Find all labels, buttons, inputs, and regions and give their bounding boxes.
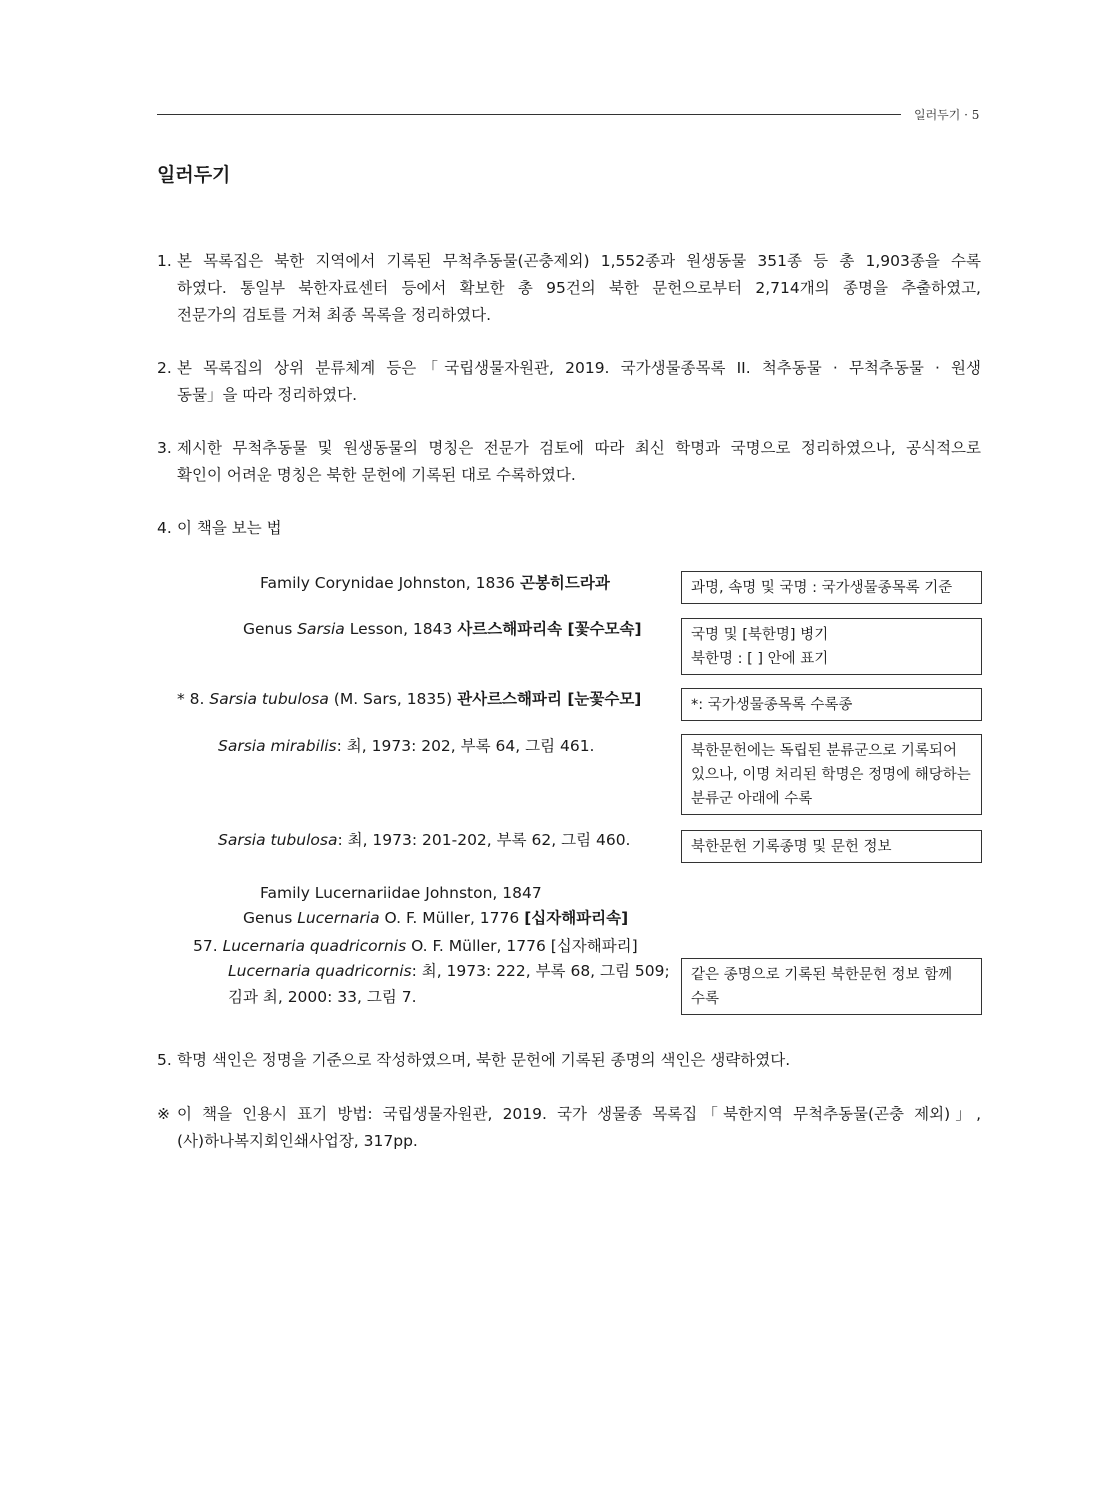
note-box-record: 북한문헌 기록종명 및 문헌 정보	[681, 830, 982, 863]
item-number: 3.	[157, 439, 172, 457]
example-genus-lucernaria: Genus Lucernaria O. F. Müller, 1776 [십자해파리속]	[243, 909, 629, 927]
note-item-2	[157, 355, 981, 409]
item-number: 1.	[157, 252, 172, 270]
item-line: 전문가의 검토를 거쳐 최종 목록을 정리하였다.	[177, 306, 492, 324]
example-family-corynidae: Family Corynidae Johnston, 1836 곤봉히드라과	[260, 574, 610, 592]
item-line: 본 목록집은 북한 지역에서 기록된 무척추동물(곤충제외) 1,552종과 원생동물 351종 등 총 1,903종을 수록	[177, 252, 981, 270]
note-item-3	[157, 435, 981, 489]
page-title: 일러두기	[157, 164, 231, 186]
item-number: 2.	[157, 359, 172, 377]
citation-mark: ※	[157, 1105, 170, 1123]
note-box-family: 과명, 속명 및 국명 : 국가생물종목록 기준	[681, 571, 982, 604]
example-family-lucernariidae: Family Lucernariidae Johnston, 1847	[260, 884, 542, 902]
item-line: 동물」을 따라 정리하였다.	[177, 386, 358, 404]
example-species-lucernaria: 57. Lucernaria quadricornis O. F. Müller, 1776 [십자해파리]	[193, 937, 638, 955]
item-number: 4.	[157, 519, 172, 537]
citation-line: (사)하나복지회인쇄사업장, 317pp.	[177, 1132, 418, 1150]
item-line: 학명 색인은 정명을 기준으로 작성하였으며, 북한 문헌에 기록된 종명의 색인은 생략하였다.	[177, 1051, 791, 1069]
item-line: 확인이 어려운 명칭은 북한 문헌에 기록된 대로 수록하였다.	[177, 466, 576, 484]
example-synonym-mirabilis: Sarsia mirabilis: 최, 1973: 202, 부록 64, 그림 461.	[218, 737, 595, 755]
running-header: 일러두기 · 5	[914, 108, 980, 122]
example-genus-sarsia: Genus Sarsia Lesson, 1843 사르스해파리속 [꽃수모속]	[243, 620, 642, 638]
note-item-5	[157, 1047, 981, 1074]
header-rule	[157, 114, 901, 115]
example-synonym-lucernaria: Lucernaria quadricornis: 최, 1973: 222, 부록 68, 그림 509;	[228, 962, 670, 980]
note-item-4	[157, 515, 981, 542]
note-box-star: *: 국가생물종목록 수록종	[681, 688, 982, 721]
example-synonym-tubulosa: Sarsia tubulosa: 최, 1973: 201-202, 부록 62, 그림 460.	[218, 831, 631, 849]
note-box-same-species: 같은 종명으로 기록된 북한문헌 정보 함께 수록	[681, 958, 982, 1015]
example-synonym-kim-choi: 김과 최, 2000: 33, 그림 7.	[228, 988, 417, 1006]
citation-line: 이 책을 인용시 표기 방법: 국립생물자원관, 2019. 국가 생물종 목록집「북한지역 무척추동물(곤충 제외)」,	[177, 1105, 981, 1123]
item-number: 5.	[157, 1051, 172, 1069]
example-species-sarsia-tubulosa: * 8. Sarsia tubulosa (M. Sars, 1835) 관사르스해파리 [눈꽃수모]	[177, 690, 642, 708]
note-item-1	[157, 248, 981, 329]
note-box-synonym: 북한문헌에는 독립된 분류군으로 기록되어 있으나, 이명 처리된 학명은 정명에 해당하는 분류군 아래에 수록	[681, 734, 982, 815]
item-line: 하였다. 통일부 북한자료센터 등에서 확보한 총 95건의 북한 문헌으로부터 2,714개의 종명을 추출하였고,	[177, 279, 981, 297]
citation-note	[157, 1101, 981, 1155]
item-line: 이 책을 보는 법	[177, 519, 282, 537]
item-line: 본 목록집의 상위 분류체계 등은「국립생물자원관, 2019. 국가생물종목록 II. 척추동물 · 무척추동물 · 원생	[177, 359, 981, 377]
item-line: 제시한 무척추동물 및 원생동물의 명칭은 전문가 검토에 따라 최신 학명과 국명으로 정리하였으나, 공식적으로	[177, 439, 981, 457]
note-box-genus: 국명 및 [북한명] 병기 북한명 : [ ] 안에 표기	[681, 618, 982, 675]
